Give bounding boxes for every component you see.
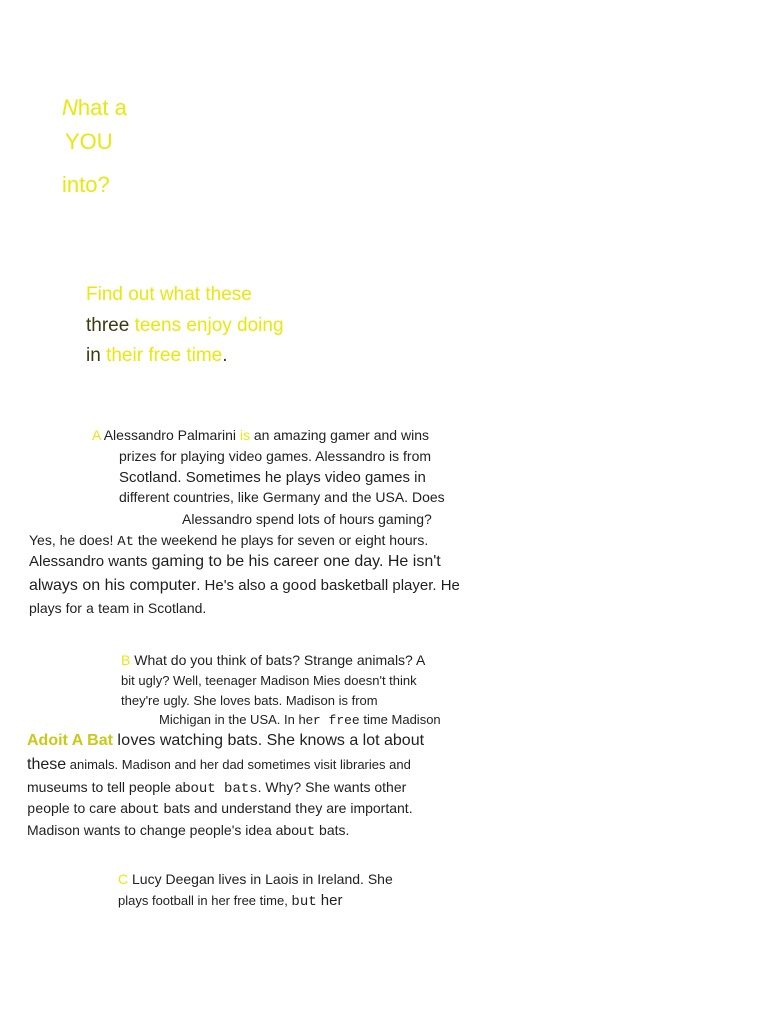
subtitle-period: . <box>222 345 228 366</box>
section-b-text: animals. Madison and her dad sometimes visit libraries and <box>66 757 411 772</box>
section-b-heading: Adoit A Bat <box>27 732 113 749</box>
title-line-1 <box>62 95 127 121</box>
section-b-line-5 <box>27 732 424 750</box>
section-b-line-9 <box>27 822 349 840</box>
section-a-line-7 <box>29 553 441 571</box>
section-a-text: plays for <box>29 600 86 616</box>
section-a-text: different countries, like Germany an <box>119 489 340 505</box>
title-rest: hat a <box>77 95 127 120</box>
section-b-mono: o <box>120 732 131 750</box>
section-b-text: Madison wants to change people's idea abou <box>27 822 307 838</box>
subtitle-in: in <box>86 345 101 366</box>
subtitle-line-2 <box>86 315 284 337</box>
section-b-mono: t <box>151 802 160 818</box>
section-a-mono: a <box>85 602 95 618</box>
section-b-mono: r free <box>312 713 360 728</box>
title-line-2: YOU <box>65 129 113 154</box>
section-a-text: . He's also a go <box>196 577 300 594</box>
section-a-text: the weekend he plays for seven or eight hours. <box>134 532 429 548</box>
subtitle-line-3 <box>86 345 228 367</box>
section-b-text: time Madison <box>359 712 441 727</box>
section-b-text: l <box>112 732 121 749</box>
section-b-mono: t <box>306 824 316 840</box>
section-a-line-9 <box>29 600 206 618</box>
subtitle-line-1: Find out what these <box>86 284 252 305</box>
section-a-text: the USA. Does <box>348 489 445 505</box>
section-c-text: Lucy Deegan lives in Laois in Ireland. She <box>132 871 393 887</box>
section-a-line-8 <box>29 577 460 595</box>
section-a-text: an amazing gamer and wins <box>250 427 429 443</box>
section-c-text: her <box>316 892 343 909</box>
section-b-line-2: bit ugly? Well, teenager Madison Mies doesn't think <box>121 673 417 688</box>
section-b-line-6 <box>27 756 411 774</box>
subtitle-teens: teens enjoy doing <box>129 315 284 336</box>
section-a-text: gaming to be his career one day. He isn't <box>151 553 441 570</box>
section-b-text: these <box>27 756 67 773</box>
section-b-letter: B <box>121 652 131 668</box>
section-c-line-2 <box>118 892 343 910</box>
section-c-text: plays football in her free time, <box>118 893 292 908</box>
section-a-is: is <box>239 427 250 443</box>
section-b-mono: h <box>299 802 308 818</box>
section-a-text: Yes, he does! <box>29 532 118 548</box>
section-b-text: What do you think of bats? Strange animals? A <box>134 652 426 668</box>
section-a-text: Alessandro Palmarini <box>103 427 240 443</box>
section-a-line-1 <box>92 427 429 443</box>
section-b-text: ves watching bats. She knows a lot about <box>130 732 425 749</box>
section-b-text: bats and understand t <box>159 800 300 816</box>
section-a-line-4 <box>119 489 445 507</box>
section-a-text: team in Scotland. <box>94 600 207 616</box>
section-b-text: museums to tell people ab <box>27 779 191 795</box>
section-b-line-8 <box>27 800 413 818</box>
section-a-mono: o <box>299 578 309 595</box>
title-line-3: into? <box>62 172 110 197</box>
section-b-mono: out bats <box>190 781 258 797</box>
section-b-mono: p <box>27 802 36 818</box>
section-b-line-1 <box>121 652 425 668</box>
subtitle-free-time: their free time <box>100 345 223 366</box>
section-b-text: Michigan in the USA. In he <box>159 712 313 727</box>
section-c-letter: C <box>118 871 129 887</box>
section-b-line-3: they're ugly. She loves bats. Madison is from <box>121 693 378 708</box>
section-a-line-3: Scotland. Sometimes he plays video games in <box>119 469 426 486</box>
section-b-text: . Why? She wants other <box>257 779 407 795</box>
section-a-mono: At <box>117 534 135 550</box>
section-b-text: bats. <box>315 822 350 838</box>
section-a-text: Alessandro wants <box>29 553 152 570</box>
subtitle-three: three <box>86 315 130 336</box>
section-a-line-6 <box>29 532 428 550</box>
section-a-line-2: prizes for playing video games. Alessandro is from <box>119 448 432 464</box>
section-b-text: ey are important. <box>307 800 413 816</box>
section-a-text: d basketball player. He <box>308 577 460 594</box>
title-n: N <box>62 95 78 120</box>
section-a-line-5: Alessandro spend lots of hours gaming? <box>182 511 432 527</box>
section-b-line-4 <box>159 712 441 728</box>
section-a-text: always on his computer <box>29 577 197 594</box>
section-b-text: eople to care abou <box>35 800 152 816</box>
section-a-letter: A <box>92 427 101 443</box>
section-b-line-7 <box>27 779 406 797</box>
section-a-mono: d <box>339 491 349 507</box>
section-c-line-1 <box>118 871 393 887</box>
section-c-mono: but <box>291 894 317 910</box>
